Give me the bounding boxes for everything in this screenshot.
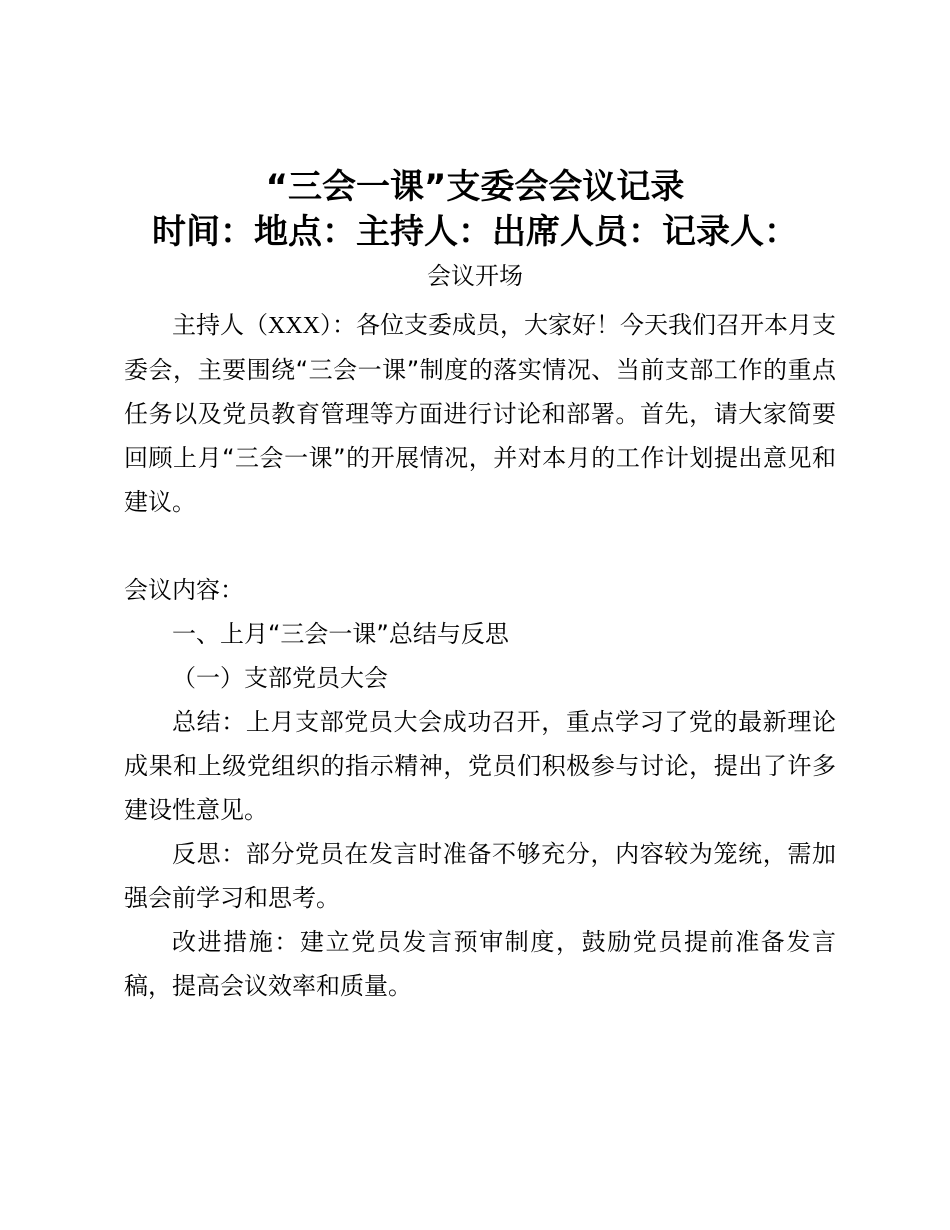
document-title: “三会一课”支委会会议记录 [265,167,685,207]
reflection-paragraph: 反思：部分党员在发言时准备不够充分，内容较为笼统，需加强会前学习和思考。 [124,840,836,912]
paragraph-gap [124,524,836,568]
improvement-paragraph: 改进措施：建立党员发言预审制度，鼓励党员提前准备发言稿，提高会议效率和质量。 [124,928,836,1000]
opening-speech-paragraph [124,303,836,524]
meeting-meta-line: 时间：地点：主持人：出席人员：记录人： [152,212,798,252]
summary-paragraph: 总结：上月支部党员大会成功召开，重点学习了党的最新理论成果和上级党组织的指示精神，党员们积极参与讨论，提出了许多建设性意见。 [124,708,836,824]
meeting-content-label: 会议内容： [124,576,244,604]
subsection-1-title: （一）支部党员大会 [172,664,388,692]
section-1-title: 一、上月“三会一课”总结与反思 [172,620,509,648]
opening-heading: 会议开场 [427,262,523,290]
speaker-name: XXX [268,313,320,339]
opening-speech-text: 各位支委成员，大家好！今天我们召开本月支委会，主要围绕“三会一课”制度的落实情况、当前支部工作的重点任务以及党员教育管理等方面进行讨论和部署。首先，请大家简要回顾上月“三会一课”的开展情况，并对本月的工作计划提出意见和建议。 [124,311,836,516]
document-body [124,303,836,1008]
speaker-suffix: ）： [320,311,356,339]
speaker-prefix: 主持人（ [172,311,268,339]
